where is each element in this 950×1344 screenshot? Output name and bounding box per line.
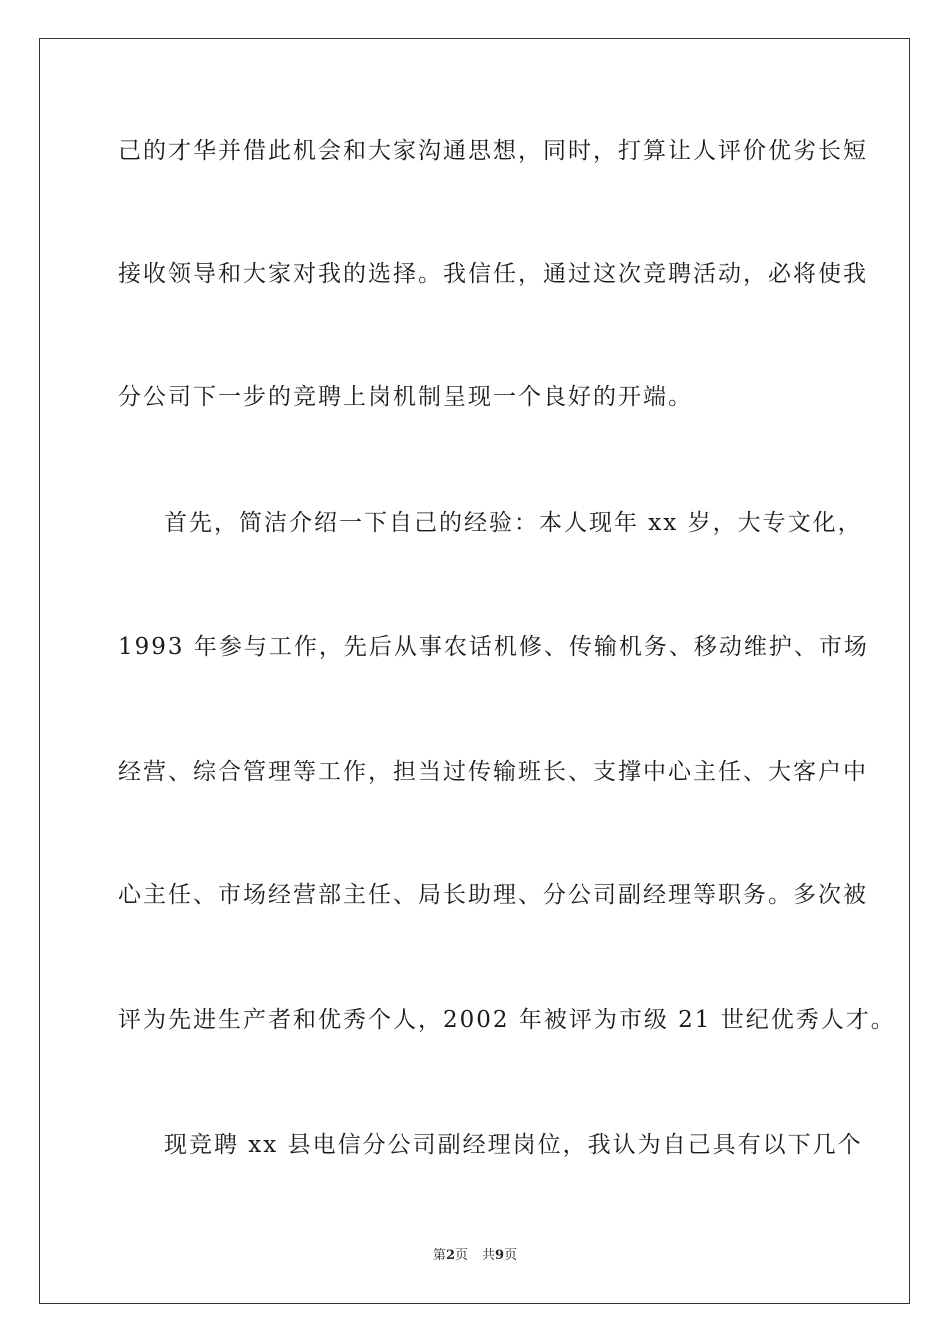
page-prefix: 第 (432, 1248, 446, 1263)
total-suffix: 页 (504, 1248, 518, 1263)
paragraph-line: 接收领导和大家对我的选择。我信任，通过这次竞聘活动，必将使我 (118, 261, 868, 287)
total-prefix: 共 (482, 1248, 496, 1263)
total-pages: 9 (495, 1248, 505, 1263)
page-footer (0, 1247, 950, 1265)
paragraph-line: 首先，简洁介绍一下自己的经验：本人现年 xx 岁，大专文化， (164, 510, 863, 536)
paragraph-line: 己的才华并借此机会和大家沟通思想，同时，打算让人评价优劣长短 (118, 138, 868, 164)
paragraph-line: 心主任、市场经营部主任、局长助理、分公司副经理等职务。多次被 (118, 882, 868, 908)
paragraph-line: 现竞聘 xx 县电信分公司副经理岗位，我认为自己具有以下几个 (164, 1132, 863, 1158)
page-number: 2 (445, 1248, 455, 1263)
paragraph-line: 评为先进生产者和优秀个人，2002 年被评为市级 21 世纪优秀人才。 (118, 1007, 896, 1033)
page-border (39, 38, 910, 1304)
paragraph-line: 分公司下一步的竞聘上岗机制呈现一个良好的开端。 (118, 384, 693, 410)
page-suffix: 页 (454, 1248, 468, 1263)
paragraph-line: 经营、综合管理等工作，担当过传输班长、支撑中心主任、大客户中 (118, 759, 868, 785)
paragraph-line: 1993 年参与工作，先后从事农话机修、传输机务、移动维护、市场 (118, 634, 869, 660)
